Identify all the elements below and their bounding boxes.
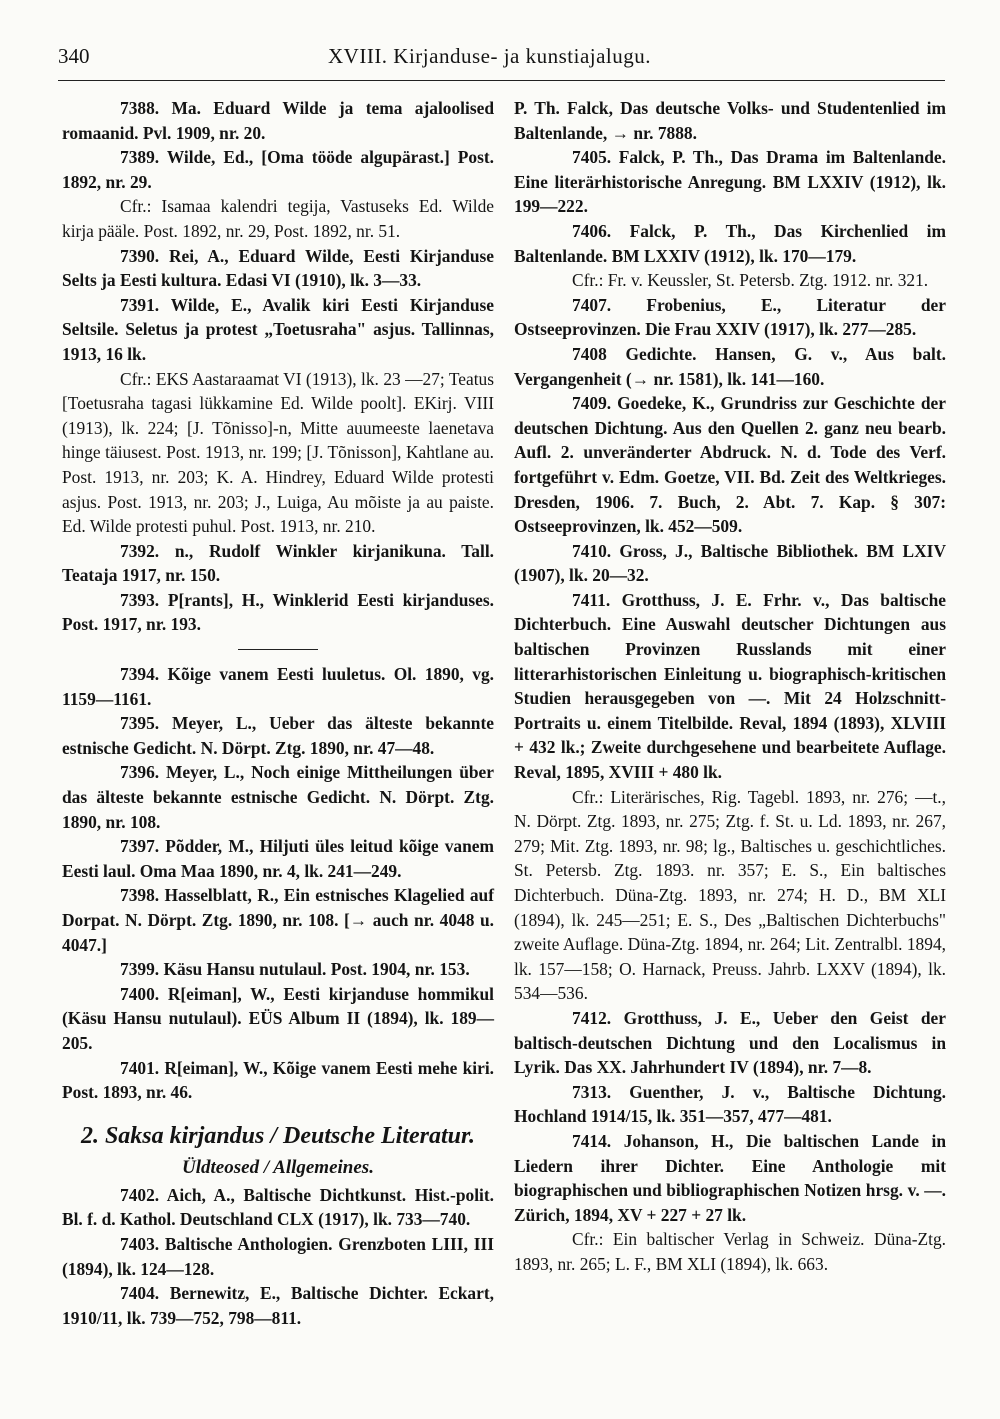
bibliography-entry: 7398. Hasselblatt, R., Ein estnisches Klagelied auf Dorpat. N. Dörpt. Ztg. 1890, nr. 108. [→ auch nr. 4048 u. 4047.] (62, 885, 494, 955)
bibliography-entry: 7409. Goedeke, K., Grundriss zur Geschichte der deutschen Dichtung. Aus den Quellen 2. ganz neu bearb. Aufl. 2. unveränderter Abdruck. N. d. Tode des Verf. fortgeführt v. Edm. Goetze, VII. Bd. Zeit des Weltkrieges. Dresden, 1906. 7. Buch, 2. Abt. 7. Kap. § 307: Ostseeprovinzen, lk. 452—509. (514, 393, 946, 537)
bibliography-entry: 7405. Falck, P. Th., Das Drama im Baltenlande. Eine literärhistorische Anregung. BM LXXIV (1912), lk. 199—222. (514, 147, 946, 217)
cfr-note: Cfr.: EKS Aastaraamat VI (1913), lk. 23 —27; Teatus [Toetusraha tagasi lükkamine Ed. Wilde poolt]. EKirj. VIII (1913), lk. 224; [J. Tõnisso]-n, Mitte auumeeste laenetava hinge täiusest. Post. 1913, nr. 199; [J. Tõnisson], Kahtlane au. Post. 1913, nr. 203; K. A. Hindrey, Eduard Wilde protesti asjus. Post. 1913, nr. 203; J., Luiga, Au mõiste ja au paiste. Ed. Wilde protesti puhul. Post. 1913, nr. 210. (62, 368, 494, 537)
bibliography-entry: P. Th. Falck, Das deutsche Volks- und Studentenlied im Baltenlande, → nr. 7888. (514, 98, 946, 143)
left-entries-group-2 (62, 662, 494, 1105)
bibliography-entry: 7390. Rei, A., Eduard Wilde, Eesti Kirjanduse Selts ja Eesti kultura. Edasi VI (1910), lk. 3—33. (62, 245, 494, 291)
bibliography-entry: 7403. Baltische Anthologien. Grenzboten LIII, III (1894), lk. 124—128. (62, 1233, 494, 1279)
bibliography-entry: 7313. Guenther, J. v., Baltische Dichtung. Hochland 1914/15, lk. 351—357, 477—481. (514, 1081, 946, 1127)
separator-rule (238, 649, 318, 650)
right-column (514, 96, 946, 1277)
bibliography-entry: 7396. Meyer, L., Noch einige Mittheilungen über das älteste bekannte estnische Gedicht. N. Dörpt. Ztg. 1890, nr. 108. (62, 762, 494, 832)
page-header (58, 44, 945, 74)
header-rule (58, 80, 945, 81)
left-column (62, 96, 494, 1330)
left-entries-group-1 (62, 96, 494, 637)
running-title: XVIII. Kirjanduse- ja kunstiajalugu. (328, 44, 652, 68)
cfr-note: Cfr.: Isamaa kalendri tegija, Vastuseks Ed. Wilde kirja pääle. Post. 1892, nr. 29, Post. 1892, nr. 51. (62, 196, 494, 241)
cfr-note: Cfr.: Literärisches, Rig. Tagebl. 1893, nr. 276; —t., N. Dörpt. Ztg. 1893, nr. 275; Ztg. f. St. u. Ld. 1893, nr. 267, 279; Mit. Ztg. 1893, nr. 98; lg., Baltisches u. geschichtliches. St. Petersb. Ztg. 1893. nr. 357; E. S., Ein baltisches Dichterbuch. Düna-Ztg. 1893, nr. 274; H. D., BM XLI (1894), lk. 245—251; E. S., Des „Baltischen Dichterbuchs" zweite Auflage. Düna-Ztg. 1894, nr. 264; Lit. Zentralbl. 1894, lk. 157—158; O. Harnack, Preuss. Jahrb. LXXV (1894), lk. 534—536. (514, 786, 946, 1004)
bibliography-entry: 7388. Ma. Eduard Wilde ja tema ajaloolised romaanid. Pvl. 1909, nr. 20. (62, 98, 494, 143)
bibliography-entry: 7397. Põdder, M., Hiljuti üles leitud kõige vanem Eesti laul. Oma Maa 1890, nr. 4, lk. 241—249. (62, 836, 494, 881)
page-number: 340 (58, 44, 90, 68)
bibliography-entry: 7393. P[rants], H., Winklerid Eesti kirjanduses. Post. 1917, nr. 193. (62, 589, 494, 635)
bibliography-entry: 7404. Bernewitz, E., Baltische Dichter. Eckart, 1910/11, lk. 739—752, 798—811. (62, 1283, 494, 1328)
bibliography-entry: 7412. Grotthuss, J. E., Ueber den Geist der baltisch-deutschen Dichtung und den Localismus in Lyrik. Das XX. Jahrhundert IV (1894), nr. 7—8. (514, 1007, 946, 1078)
bibliography-entry: 7400. R[eiman], W., Eesti kirjanduse hommikul (Käsu Hansu nutulaul). EÜS Album II (1894), lk. 189—205. (62, 983, 494, 1053)
bibliography-entry: 7407. Frobenius, E., Literatur der Ostseeprovinzen. Die Frau XXIV (1917), lk. 277—285. (514, 294, 946, 340)
section-subheading: Üldteosed / Allgemeines. (182, 1156, 374, 1178)
bibliography-entry: 7389. Wilde, Ed., [Oma tööde algupärast.] Post. 1892, nr. 29. (62, 147, 494, 192)
bibliography-entry: 7411. Grotthuss, J. E. Frhr. v., Das baltische Dichterbuch. Eine Auswahl deutscher Dichtungen aus baltischen Provinzen Russlands mit einer litterarhistorischen Einleitung u. biographisch-kritischen Studien herausgegeben von —. Mit 24 Holzschnitt-Portraits u. einem Titelbilde. Reval, 1894 (1893), XLVIII + 432 lk.; Zweite durchgesehene und bearbeitete Auflage. Reval, 1895, XVIII + 480 lk. (514, 589, 946, 783)
bibliography-entry: 7399. Käsu Hansu nutulaul. Post. 1904, nr. 153. (120, 959, 470, 980)
bibliography-entry: 7395. Meyer, L., Ueber das älteste bekannte estnische Gedicht. N. Dörpt. Ztg. 1890, nr. 47—48. (62, 713, 494, 758)
bibliography-entry: 7394. Kõige vanem Eesti luuletus. Ol. 1890, vg. 1159—1161. (62, 664, 494, 709)
left-entries-group-3 (62, 1183, 494, 1331)
bibliography-entry: 7391. Wilde, E., Avalik kiri Eesti Kirjanduse Seltsile. Seletus ja protest „Toetusraha" asjus. Tallinnas, 1913, 16 lk. (62, 294, 494, 364)
bibliography-entry: 7406. Falck, P. Th., Das Kirchenlied im Baltenlande. BM LXXIV (1912), lk. 170—179. (514, 220, 946, 266)
cfr-note: Cfr.: Fr. v. Keussler, St. Petersb. Ztg. 1912. nr. 321. (572, 270, 929, 291)
section-heading: 2. Saksa kirjandus / Deutsche Literatur. (80, 1122, 476, 1149)
bibliography-entry: 7402. Aich, A., Baltische Dichtkunst. Hist.-polit. Bl. f. d. Kathol. Deutschland CLX (1917), lk. 733—740. (62, 1184, 494, 1230)
cfr-note: Cfr.: Ein baltischer Verlag in Schweiz. Düna-Ztg. 1893, nr. 265; L. F., BM XLI (1894), lk. 663. (514, 1229, 946, 1274)
bibliography-entry: 7410. Gross, J., Baltische Bibliothek. BM LXIV (1907), lk. 20—32. (514, 540, 946, 586)
bibliography-entry: 7414. Johanson, H., Die baltischen Lande in Liedern ihrer Dichter. Eine Anthologie mit biographischen und bibliographischen Notizen hrsg. v. —. Zürich, 1894, XV + 227 + 27 lk. (514, 1130, 946, 1225)
bibliography-entry: 7392. n., Rudolf Winkler kirjanikuna. Tall. Teataja 1917, nr. 150. (62, 540, 494, 586)
bibliography-entry: 7401. R[eiman], W., Kõige vanem Eesti mehe kiri. Post. 1893, nr. 46. (62, 1057, 494, 1103)
bibliography-entry: 7408 Gedichte. Hansen, G. v., Aus balt. Vergangenheit (→ nr. 1581), lk. 141—160. (514, 343, 946, 389)
right-entries-group (514, 96, 946, 1277)
